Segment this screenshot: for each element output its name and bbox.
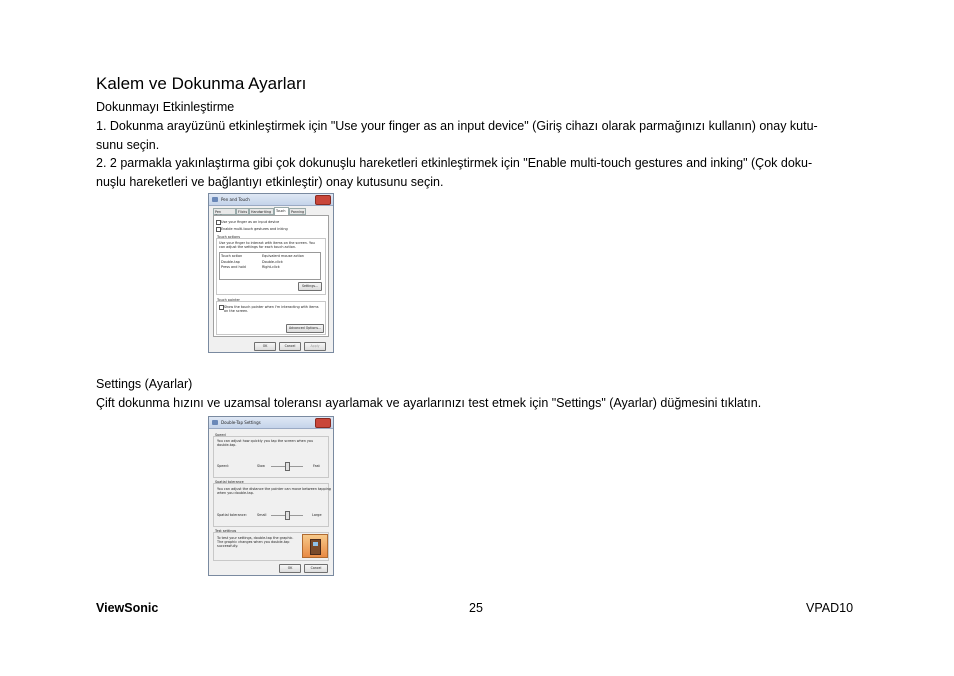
tab-pen-options[interactable]: Pen <box>213 208 236 215</box>
close-icon[interactable] <box>315 195 331 205</box>
speed-heading: Speed <box>215 433 226 437</box>
show-pointer-label-line1: Show the touch pointer when I'm interacting with items <box>224 305 319 309</box>
row-press-hold[interactable]: Press and hold <box>221 265 246 269</box>
advanced-options-button[interactable]: Advanced Options... <box>286 324 324 333</box>
tolerance-slider-thumb[interactable] <box>285 511 290 520</box>
dialog-title: Pen and Touch <box>221 197 250 202</box>
test-desc-line3: successfully. <box>217 544 239 548</box>
footer-brand: ViewSonic <box>96 601 159 615</box>
row-double-tap[interactable]: Double-tap <box>221 260 240 264</box>
step1-line1: 1. Dokunma arayüzünü etkinleştirmek için "Use your finger as an input device" (Giriş cihazı olarak parmağınızı kullanın) onay kutu- <box>96 119 818 133</box>
speed-label: Speed: <box>217 464 229 468</box>
row-right-click: Right-click <box>262 265 280 269</box>
cancel-button[interactable]: Cancel <box>304 564 328 573</box>
test-door-graphic[interactable] <box>302 534 328 558</box>
tab-panning[interactable]: Panning <box>291 210 305 214</box>
test-desc-line1: To test your settings, double-tap the graphic. <box>217 536 294 540</box>
speed-fast-label: Fast <box>313 464 320 468</box>
settings-button[interactable]: Settings... <box>298 282 322 291</box>
test-desc-line2: The graphic changes when you double-tap <box>217 540 290 544</box>
col-mouse-action: Equivalent mouse action <box>262 254 304 258</box>
pen-touch-icon <box>212 420 218 425</box>
pen-touch-icon <box>212 197 218 202</box>
show-pointer-label-line2: on the screen. <box>224 309 249 313</box>
tolerance-desc-line2: when you double-tap. <box>217 491 254 495</box>
touch-pointer-heading: Touch pointer <box>217 298 240 302</box>
page-title: Kalem ve Dokunma Ayarları <box>96 74 307 93</box>
touch-tab-panel <box>213 215 329 337</box>
ok-button[interactable]: OK <box>254 342 276 351</box>
speed-slow-label: Slow <box>257 464 265 468</box>
use-finger-label: Use your finger as an input device <box>221 220 280 224</box>
door-icon <box>310 539 321 555</box>
cancel-button[interactable]: Cancel <box>279 342 301 351</box>
dialog-titlebar <box>209 417 333 429</box>
tolerance-desc-line1: You can adjust the distance the pointer can move between tapping <box>217 487 331 491</box>
section-heading-enable-touch: Dokunmayı Etkinleştirme <box>96 100 235 114</box>
touch-desc-line2: can adjust the settings for each touch action. <box>219 245 297 249</box>
step2-line2: nuşlu hareketleri ve bağlantıyı etkinleştir) onay kutusunu seçin. <box>96 175 444 189</box>
tolerance-large-label: Large <box>312 513 322 517</box>
row-double-click: Double-click <box>262 260 283 264</box>
dialog-titlebar <box>209 194 333 206</box>
pen-and-touch-dialog <box>208 193 334 353</box>
tolerance-small-label: Small <box>257 513 267 517</box>
col-touch-action: Touch action <box>221 254 243 258</box>
tab-touch[interactable]: Touch <box>274 207 289 215</box>
door-window <box>313 542 318 546</box>
test-heading: Test settings <box>215 529 237 533</box>
apply-button[interactable]: Apply <box>304 342 326 351</box>
touch-desc-line1: Use your finger to interact with items on the screen. You <box>219 241 315 245</box>
step2-line1: 2. 2 parmakla yakınlaştırma gibi çok dokunuşlu hareketleri etkinleştirmek için "Enable multi-touch gestures and inking" (Çok doku- <box>96 156 813 170</box>
settings-description: Çift dokunma hızını ve uzamsal toleransı ayarlamak ve ayarlarınızı test etmek için "Settings" (Ayarlar) düğmesini tıklatın. <box>96 396 762 410</box>
tolerance-label: Spatial tolerance: <box>217 513 247 517</box>
step1-line2: sunu seçin. <box>96 138 160 152</box>
footer-page-number: 25 <box>469 601 483 615</box>
double-tap-settings-dialog <box>208 416 334 576</box>
multitouch-label: Enable multi-touch gestures and inking <box>221 227 288 231</box>
footer-model: VPAD10 <box>806 601 854 615</box>
ok-button[interactable]: OK <box>279 564 301 573</box>
speed-desc-line1: You can adjust how quickly you tap the screen when you <box>217 439 314 443</box>
dialog-title: Double-Tap Settings <box>221 420 261 425</box>
speed-desc-line2: double-tap. <box>217 443 237 447</box>
touch-actions-heading: Touch actions <box>217 235 241 239</box>
tab-flicks[interactable]: Flicks <box>238 210 248 214</box>
section-heading-settings: Settings (Ayarlar) <box>96 377 193 391</box>
speed-slider-thumb[interactable] <box>285 462 290 471</box>
tab-handwriting[interactable]: Handwriting <box>249 208 274 215</box>
tolerance-heading: Spatial tolerance <box>215 480 244 484</box>
close-icon[interactable] <box>315 418 331 428</box>
